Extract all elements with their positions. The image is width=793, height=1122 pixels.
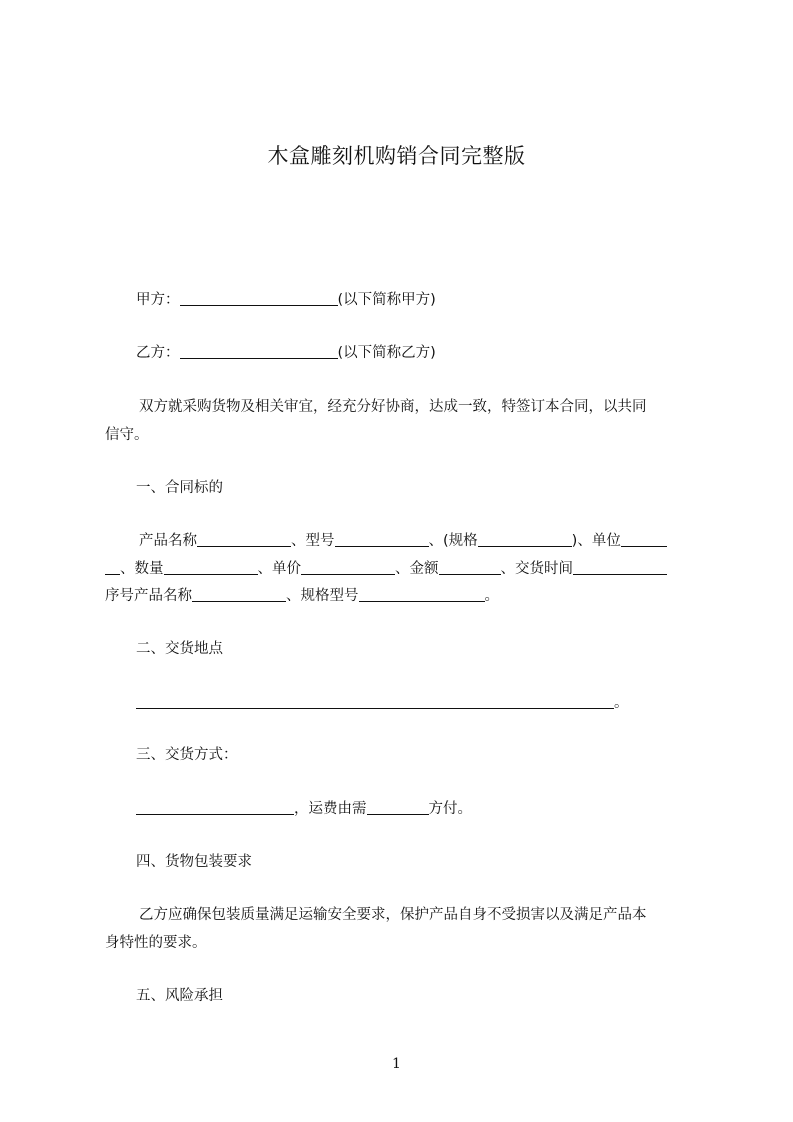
spec-model-blank[interactable] bbox=[359, 584, 485, 602]
section1-line-2 bbox=[105, 555, 667, 583]
party-a-suffix: (以下简称甲方) bbox=[337, 292, 436, 308]
party-b-label: 乙方： bbox=[136, 345, 180, 361]
delivery-time-label: 、交货时间 bbox=[500, 561, 573, 577]
spec-label: 、(规格 bbox=[428, 533, 478, 549]
delivery-method-blank[interactable] bbox=[136, 797, 294, 815]
freight-payer-blank[interactable] bbox=[367, 797, 429, 815]
pay-label: 方付。 bbox=[428, 801, 472, 817]
unit-blank[interactable] bbox=[621, 529, 667, 547]
section4-heading: 四、货物包装要求 bbox=[136, 854, 252, 870]
party-a-blank[interactable] bbox=[180, 288, 338, 306]
section1-line-3 bbox=[105, 582, 499, 610]
section1-heading: 一、合同标的 bbox=[136, 480, 223, 496]
section1-line-1 bbox=[139, 527, 667, 555]
model-label: 、型号 bbox=[291, 533, 335, 549]
seq-product-name-label: 序号产品名称 bbox=[105, 588, 192, 604]
section5-heading: 五、风险承担 bbox=[136, 988, 223, 1004]
party-b-blank[interactable] bbox=[180, 341, 338, 359]
party-b-suffix: (以下简称乙方) bbox=[337, 345, 436, 361]
section4-line-1: 乙方应确保包装质量满足运输安全要求，保护产品自身不受损害以及满足产品本 bbox=[139, 907, 647, 923]
qty-blank[interactable] bbox=[164, 557, 258, 575]
section1-end: 。 bbox=[484, 588, 499, 604]
unit-blank-cont[interactable] bbox=[105, 557, 120, 575]
price-label: 、单价 bbox=[257, 561, 301, 577]
party-a-label: 甲方： bbox=[136, 292, 180, 308]
party-b-line bbox=[136, 339, 436, 367]
intro-line-2: 信守。 bbox=[105, 427, 149, 443]
intro-line-1: 双方就采购货物及相关审宜，经充分好协商，达成一致，特签订本合同，以共同 bbox=[139, 399, 647, 415]
product-name-label: 产品名称 bbox=[139, 533, 197, 549]
section3-heading: 三、交货方式： bbox=[136, 747, 238, 763]
section2-end: 。 bbox=[614, 695, 629, 711]
price-blank[interactable] bbox=[301, 557, 395, 575]
section4-line-2: 身特性的要求。 bbox=[105, 935, 207, 951]
delivery-place-blank[interactable] bbox=[136, 691, 614, 709]
qty-label: 、数量 bbox=[120, 561, 164, 577]
seq-product-name-blank[interactable] bbox=[192, 584, 286, 602]
spec-model-label: 、规格型号 bbox=[286, 588, 359, 604]
product-name-blank[interactable] bbox=[197, 529, 291, 547]
page-number: 1 bbox=[392, 1056, 401, 1072]
section2-line bbox=[136, 689, 629, 717]
spec-blank[interactable] bbox=[478, 529, 572, 547]
freight-label: ，运费由需 bbox=[294, 801, 367, 817]
amount-blank[interactable] bbox=[439, 557, 501, 575]
section3-line bbox=[136, 795, 472, 823]
party-a-line bbox=[136, 286, 436, 314]
document-title: 木盒雕刻机购销合同完整版 bbox=[267, 144, 526, 168]
section2-heading: 二、交货地点 bbox=[136, 641, 223, 657]
delivery-time-blank[interactable] bbox=[573, 557, 667, 575]
unit-label: )、单位 bbox=[571, 533, 621, 549]
model-blank[interactable] bbox=[335, 529, 429, 547]
amount-label: 、金额 bbox=[395, 561, 439, 577]
